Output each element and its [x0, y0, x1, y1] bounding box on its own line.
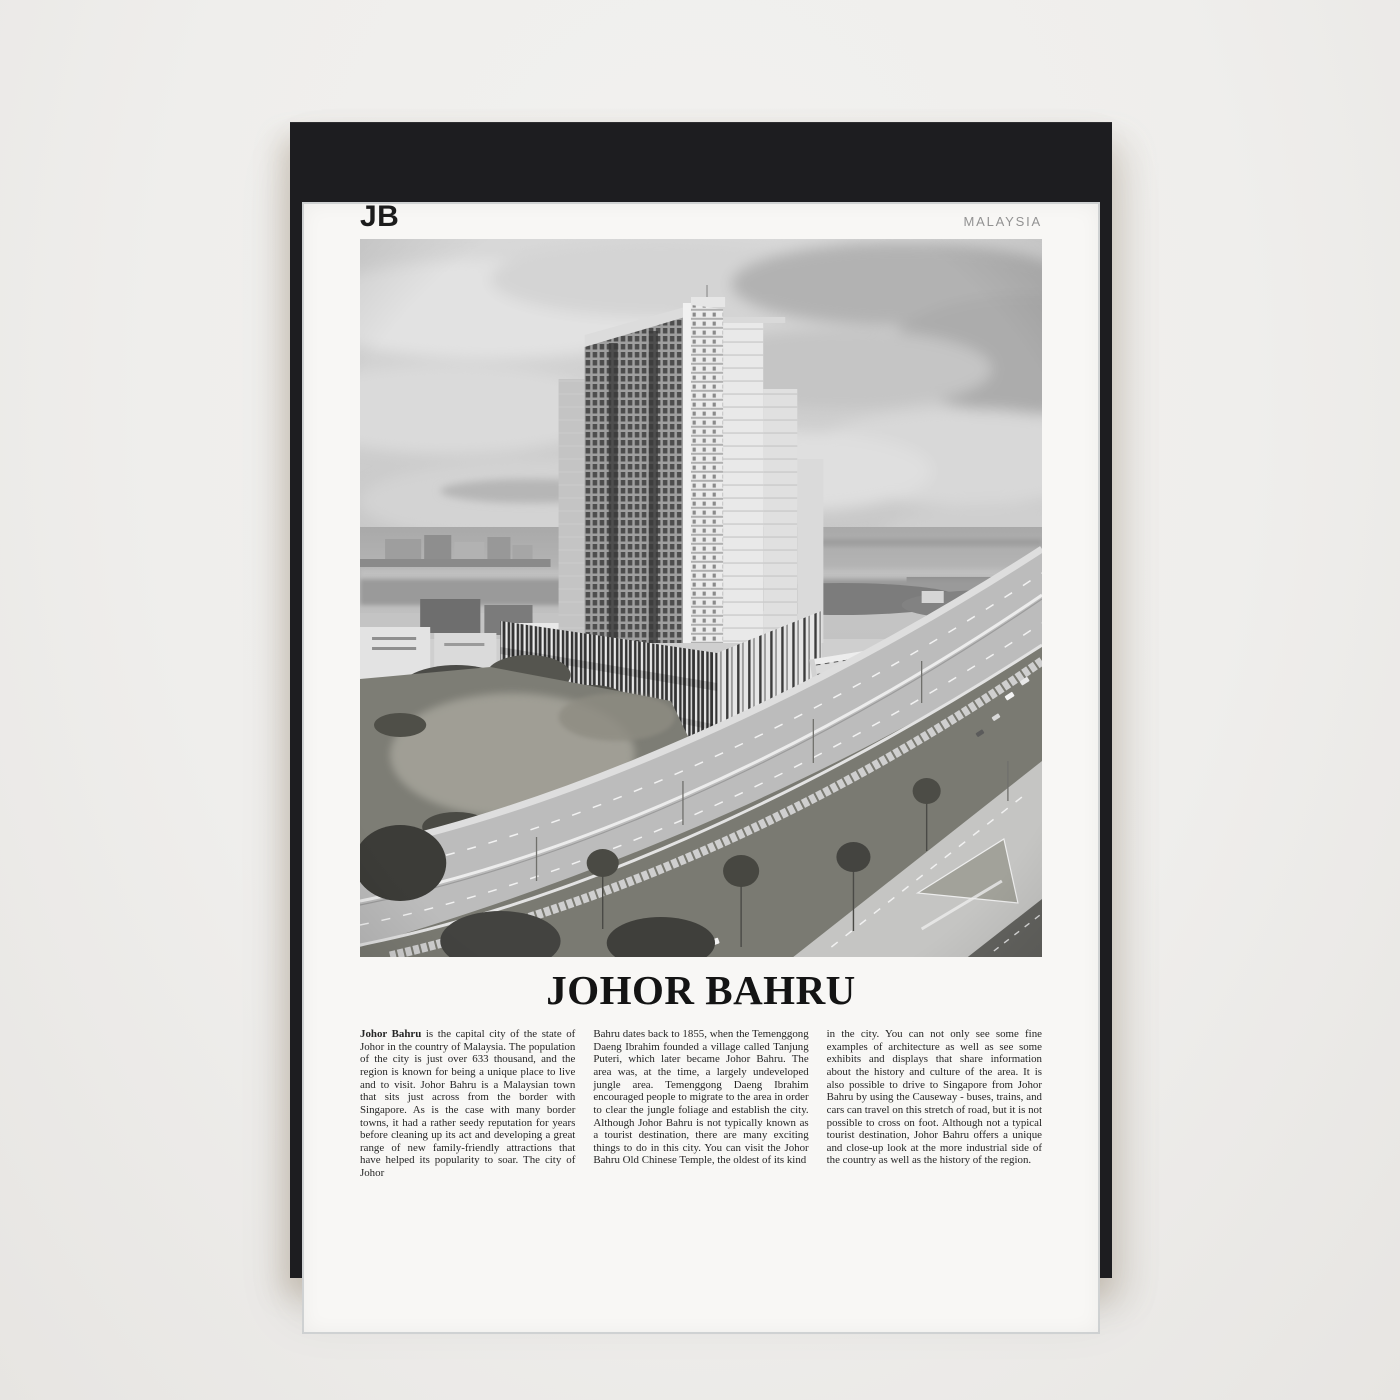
article-column-3: in the city. You can not only see some fine examples of architecture as well as see some exhibits and displays that share information about the history and culture of the area. It is also possible to drive to Singapore from Johor Bahru by using the Causeway - buses, trains, and cars can travel on this stretch of road, but it is not possible to cross on foot. Although not a typical tourist destination, Johor Bahru offers a unique and close-up look at the more industrial side of the country as well as the history of the region. — [826, 1028, 1042, 1167]
article-text — [360, 1028, 1042, 1180]
city-photo — [360, 239, 1042, 957]
article-column-1-body: is the capital city of the state of Johor in the country of Malaysia. The population of the city is just over 633 thousand, and the region is known for being a unique place to live and to visit. Johor Bahru is a Malaysian town that sits just across from the border with Singapore. As is the case with many border towns, it had a rather seedy reputation for years before cleaning up its act and developing a great range of new family-friendly attractions that have helped its popularity to soar. The city of Johor — [360, 1028, 576, 1180]
article-column-2: Bahru dates back to 1855, when the Temenggong Daeng Ibrahim founded a village called Tanjung Puteri, which later became Johor Bahru. The area was, at the time, a largely undeveloped jungle area. Temenggong Daeng Ibrahim encouraged people to migrate to the area in order to clear the jungle foliage and establish the city. Although Johor Bahru is not typically known as a tourist destination, there are many exciting things to do in this city. You can visit the Johor Bahru Old Chinese Temple, the oldest of its kind — [593, 1028, 809, 1167]
article-lead: Johor Bahru — [360, 1028, 422, 1041]
city-monogram: JB — [360, 200, 400, 233]
poster-title: JOHOR BAHRU — [546, 967, 856, 1013]
article-column-1 — [360, 1028, 575, 1180]
country-label: MALAYSIA — [963, 214, 1042, 229]
picture-frame — [290, 122, 1112, 1278]
photo-vignette — [360, 239, 1042, 957]
poster-header — [360, 202, 1042, 234]
poster — [302, 202, 1100, 1334]
city-photo-illustration — [360, 239, 1042, 957]
